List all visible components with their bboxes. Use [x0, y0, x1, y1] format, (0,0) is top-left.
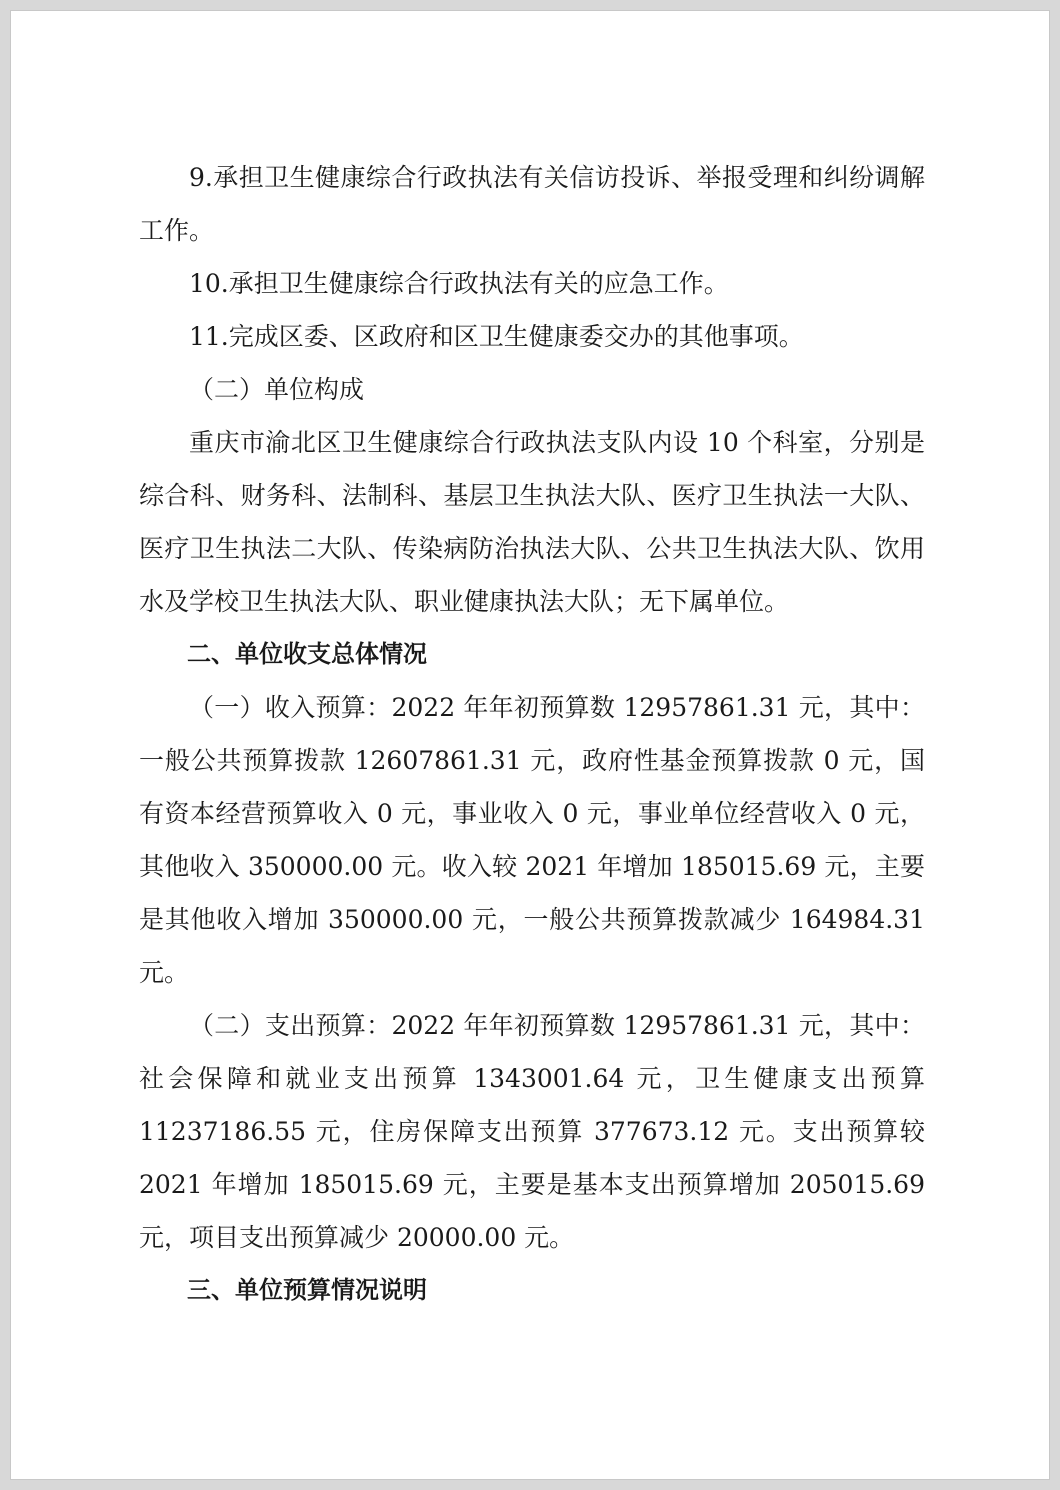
subheading-unit-composition: （二）单位构成	[189, 375, 365, 404]
paragraph-duty-11: 11.完成区委、区政府和区卫生健康委交办的其他事项。	[189, 322, 804, 351]
paragraph-duty-9: 9.承担卫生健康综合行政执法有关信访投诉、举报受理和纠纷调解工作。	[139, 163, 925, 245]
paragraph-duty-10: 10.承担卫生健康综合行政执法有关的应急工作。	[189, 269, 729, 298]
section-heading-income-expense: 二、单位收支总体情况	[187, 640, 427, 668]
document-page	[10, 10, 1050, 1480]
paragraph-expense-budget: （二）支出预算：2022 年年初预算数 12957861.31 元，其中：社会保障和就业支出预算 1343001.64 元，卫生健康支出预算 11237186.55 元，住房保障支出预算 377673.12 元。支出预算较 2021 年增加 185015.69 元，主要是基本支出预算增加 205015.69 元，项目支出预算减少 20000.00 元。	[139, 1011, 925, 1252]
document-body	[139, 151, 925, 1317]
paragraph-income-budget: （一）收入预算：2022 年年初预算数 12957861.31 元，其中：一般公共预算拨款 12607861.31 元，政府性基金预算拨款 0 元，国有资本经营预算收入 0 元，事业收入 0 元，事业单位经营收入 0 元，其他收入 350000.00 元。收入较 2021 年增加 185015.69 元，主要是其他收入增加 350000.00 元，一般公共预算拨款减少 164984.31 元。	[139, 693, 925, 987]
section-heading-budget-explanation: 三、单位预算情况说明	[187, 1276, 427, 1304]
paragraph-unit-composition: 重庆市渝北区卫生健康综合行政执法支队内设 10 个科室，分别是综合科、财务科、法制科、基层卫生执法大队、医疗卫生执法一大队、医疗卫生执法二大队、传染病防治执法大队、公共卫生执法大队、饮用水及学校卫生执法大队、职业健康执法大队；无下属单位。	[139, 428, 925, 616]
